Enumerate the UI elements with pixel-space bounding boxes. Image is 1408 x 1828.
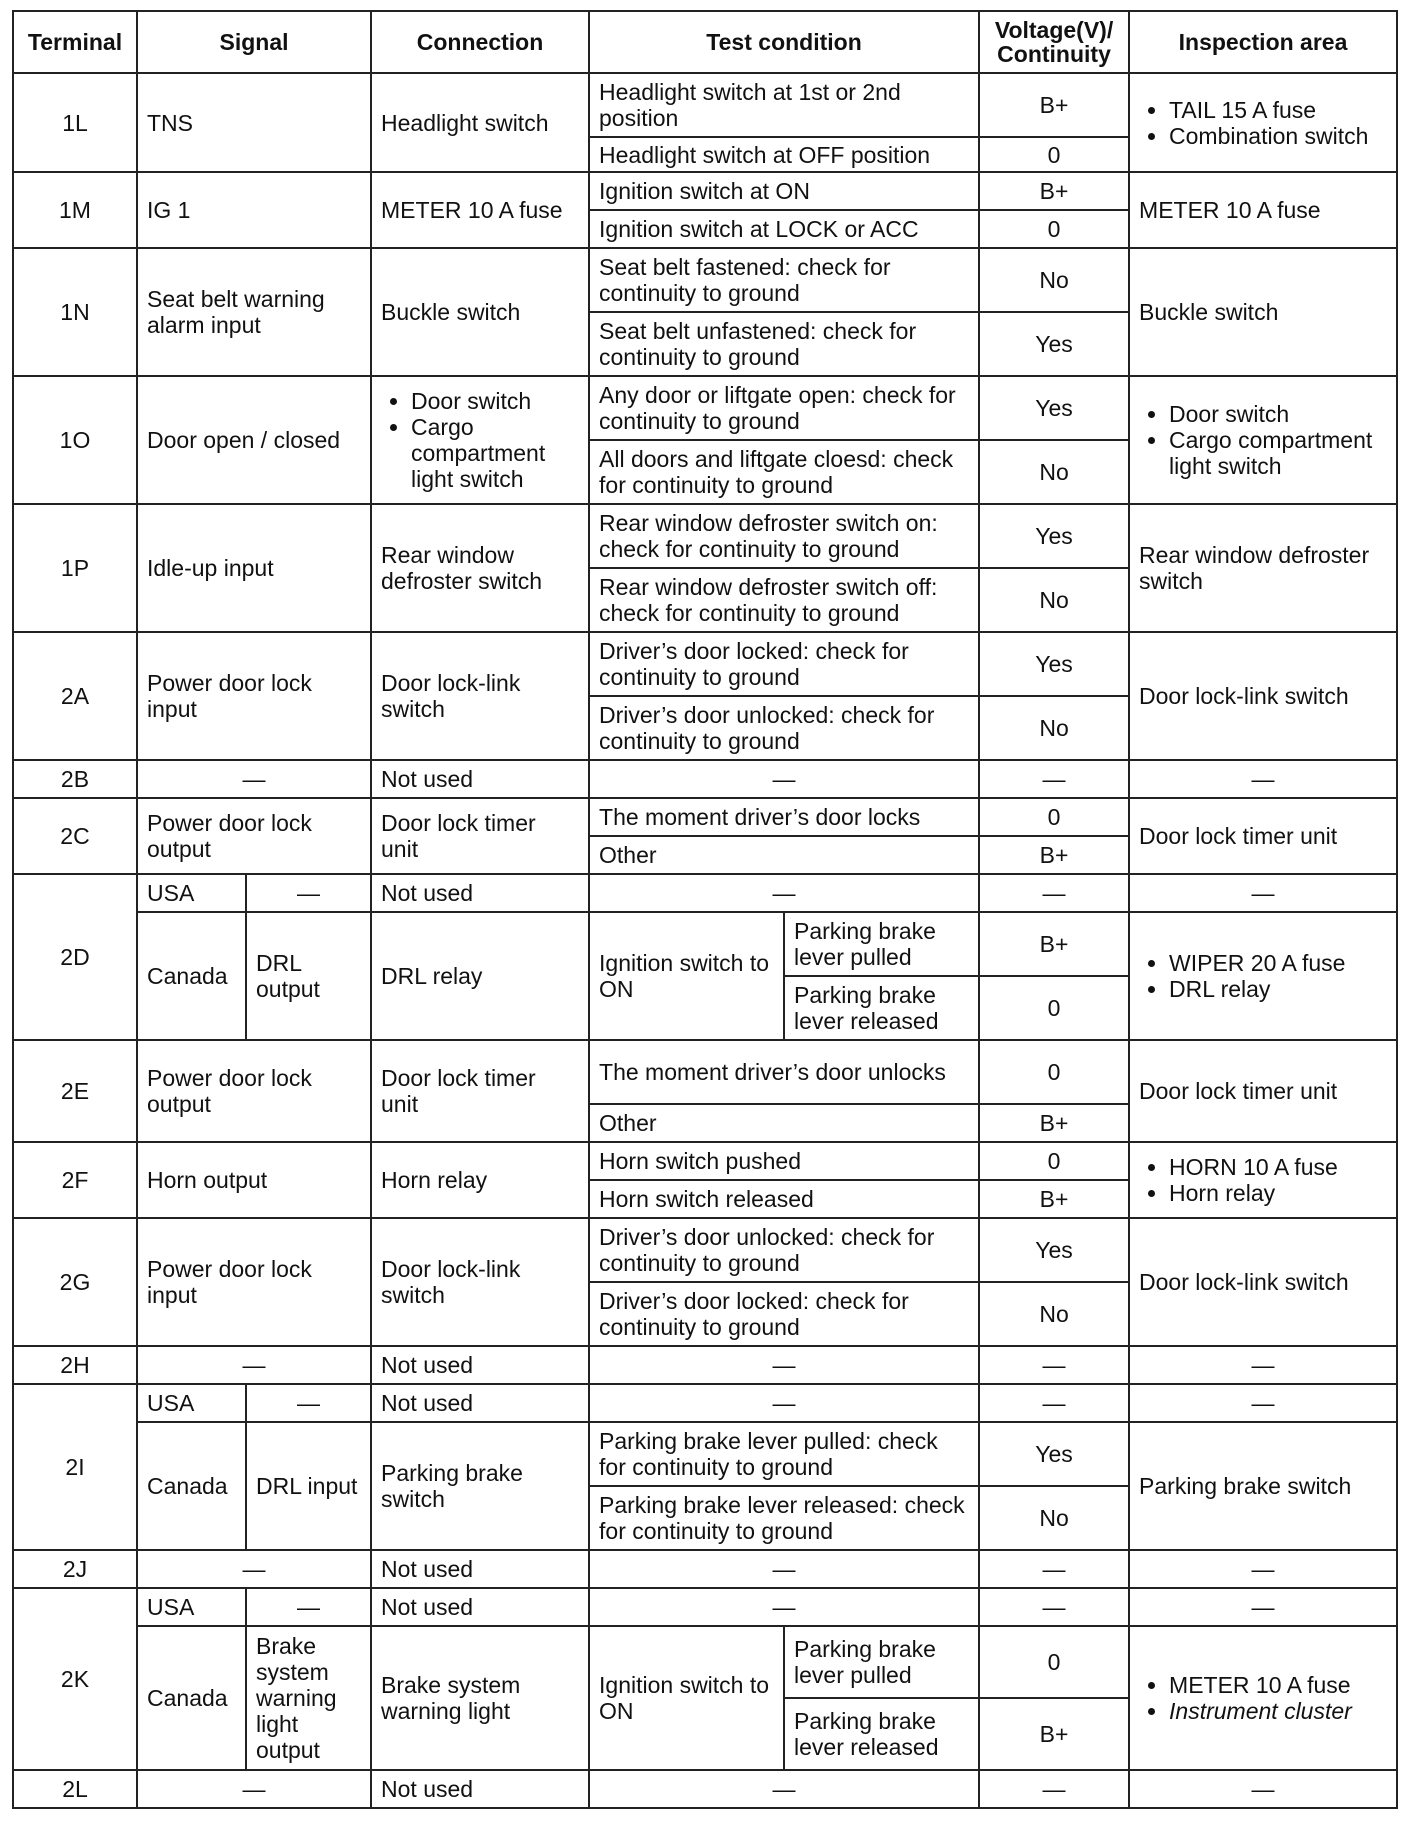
region-canada: Canada [137, 912, 246, 1040]
table-row [13, 248, 1397, 312]
test-condition-cell: — [589, 1346, 979, 1384]
test-condition-cell: The moment driver’s door locks [589, 798, 979, 836]
voltage-cell: 0 [979, 1142, 1129, 1180]
region-canada: Canada [137, 1422, 246, 1550]
inspection-cell [1129, 376, 1397, 504]
inspection-item: • Combination switch [1169, 123, 1387, 149]
connection-cell: Not used [371, 1588, 589, 1626]
inspection-cell [1129, 73, 1397, 172]
test-condition-cell: Rear window defroster switch on: check for continuity to ground [589, 504, 979, 568]
voltage-cell: No [979, 1486, 1129, 1550]
connection-item: • Cargo compartment light switch [411, 414, 579, 492]
inspection-cell [1129, 1142, 1397, 1218]
inspection-cell: — [1129, 1588, 1397, 1626]
voltage-cell: Yes [979, 312, 1129, 376]
voltage-cell: No [979, 248, 1129, 312]
voltage-cell: No [979, 440, 1129, 504]
inspection-cell: METER 10 A fuse [1129, 172, 1397, 248]
inspection-cell: — [1129, 874, 1397, 912]
region-canada: Canada [137, 1626, 246, 1770]
inspection-item: • TAIL 15 A fuse [1169, 97, 1387, 123]
header-row [13, 11, 1397, 73]
test-condition-cell: Seat belt fastened: check for continuity to ground [589, 248, 979, 312]
connection-cell: Not used [371, 760, 589, 798]
test-condition-cell: — [589, 1550, 979, 1588]
inspection-item: • Door switch [1169, 401, 1387, 427]
inspection-cell [1129, 912, 1397, 1040]
table-row [13, 1422, 1397, 1486]
voltage-cell: — [979, 1550, 1129, 1588]
table-row [13, 1040, 1397, 1104]
signal-cell: Door open / closed [137, 376, 371, 504]
table-row [13, 1346, 1397, 1384]
inspection-list [1139, 401, 1387, 479]
inspection-cell: — [1129, 760, 1397, 798]
inspection-cell: — [1129, 1550, 1397, 1588]
voltage-cell: B+ [979, 912, 1129, 976]
connection-cell: Not used [371, 1770, 589, 1808]
voltage-cell: — [979, 1346, 1129, 1384]
voltage-cell: 0 [979, 1040, 1129, 1104]
test-condition-cell: Ignition switch at LOCK or ACC [589, 210, 979, 248]
terminal-cell: 1M [13, 172, 137, 248]
table-row [13, 73, 1397, 137]
terminal-inspection-table [12, 10, 1398, 1809]
region-usa: USA [137, 1384, 246, 1422]
connection-cell: Parking brake switch [371, 1422, 589, 1550]
table-row [13, 1626, 1397, 1698]
inspection-cell: Buckle switch [1129, 248, 1397, 376]
signal-cell: IG 1 [137, 172, 371, 248]
test-condition-cell: — [589, 1770, 979, 1808]
connection-cell: Not used [371, 1550, 589, 1588]
voltage-cell: No [979, 1282, 1129, 1346]
test-subcondition-cell: Parking brake lever released [784, 1698, 979, 1770]
test-condition-cell: Parking brake lever released: check for continuity to ground [589, 1486, 979, 1550]
signal-cell: Power door lock output [137, 798, 371, 874]
connection-cell: Rear window defroster switch [371, 504, 589, 632]
inspection-list [1139, 950, 1387, 1002]
test-condition-cell: Horn switch released [589, 1180, 979, 1218]
test-condition-cell: Ignition switch at ON [589, 172, 979, 210]
region-usa: USA [137, 1588, 246, 1626]
test-condition-cell: — [589, 874, 979, 912]
voltage-cell: B+ [979, 836, 1129, 874]
inspection-cell: — [1129, 1770, 1397, 1808]
table-row [13, 1588, 1397, 1626]
signal-cell: Horn output [137, 1142, 371, 1218]
test-condition-cell: Headlight switch at OFF position [589, 137, 979, 172]
test-subcondition-cell: Parking brake lever pulled [784, 1626, 979, 1698]
voltage-cell: 0 [979, 976, 1129, 1040]
terminal-inspection-document [12, 10, 1398, 1809]
connection-cell: Not used [371, 1346, 589, 1384]
table-row [13, 874, 1397, 912]
terminal-cell: 2I [13, 1384, 137, 1550]
inspection-item: • DRL relay [1169, 976, 1387, 1002]
signal-cell: Power door lock input [137, 1218, 371, 1346]
table-row [13, 798, 1397, 836]
table-row [13, 376, 1397, 440]
connection-cell: Headlight switch [371, 73, 589, 172]
table-row [13, 1384, 1397, 1422]
test-condition-cell: — [589, 760, 979, 798]
test-condition-cell: The moment driver’s door unlocks [589, 1040, 979, 1104]
connection-cell: Door lock-link switch [371, 632, 589, 760]
voltage-cell: 0 [979, 210, 1129, 248]
voltage-cell: No [979, 568, 1129, 632]
table-row [13, 504, 1397, 568]
signal-cell: Idle-up input [137, 504, 371, 632]
usa-signal-cell: — [246, 1588, 371, 1626]
inspection-cell [1129, 1626, 1397, 1770]
terminal-cell: 1N [13, 248, 137, 376]
voltage-cell: — [979, 1384, 1129, 1422]
connection-cell: Brake system warning light [371, 1626, 589, 1770]
test-condition-cell: Driver’s door locked: check for continuity to ground [589, 1282, 979, 1346]
table-row [13, 632, 1397, 696]
voltage-cell: 0 [979, 137, 1129, 172]
header-test-condition: Test condition [589, 11, 979, 73]
header-terminal: Terminal [13, 11, 137, 73]
test-condition-cell: Driver’s door locked: check for continuity to ground [589, 632, 979, 696]
voltage-cell: B+ [979, 1180, 1129, 1218]
region-usa: USA [137, 874, 246, 912]
terminal-cell: 2J [13, 1550, 137, 1588]
header-inspection-area: Inspection area [1129, 11, 1397, 73]
test-subcondition-cell: Parking brake lever pulled [784, 912, 979, 976]
header-voltage-line2: Continuity [997, 41, 1111, 67]
signal-cell: — [137, 1346, 371, 1384]
test-condition-cell: Parking brake lever pulled: check for continuity to ground [589, 1422, 979, 1486]
test-condition-cell: — [589, 1588, 979, 1626]
test-condition-cell: Rear window defroster switch off: check for continuity to ground [589, 568, 979, 632]
inspection-cell: — [1129, 1346, 1397, 1384]
terminal-cell: 1L [13, 73, 137, 172]
connection-item: • Door switch [411, 388, 579, 414]
voltage-cell: Yes [979, 504, 1129, 568]
inspection-item: • Cargo compartment light switch [1169, 427, 1387, 479]
voltage-cell: — [979, 874, 1129, 912]
connection-cell: Horn relay [371, 1142, 589, 1218]
voltage-cell: 0 [979, 1626, 1129, 1698]
signal-cell: — [137, 1550, 371, 1588]
terminal-cell: 2D [13, 874, 137, 1040]
signal-cell: Brake system warning light output [246, 1626, 371, 1770]
voltage-cell: B+ [979, 1104, 1129, 1142]
terminal-cell: 2F [13, 1142, 137, 1218]
inspection-cell: Door lock timer unit [1129, 798, 1397, 874]
header-connection: Connection [371, 11, 589, 73]
inspection-list [1139, 1672, 1387, 1724]
inspection-item: • METER 10 A fuse [1169, 1672, 1387, 1698]
test-condition-cell: Horn switch pushed [589, 1142, 979, 1180]
usa-signal-cell: — [246, 874, 371, 912]
inspection-cell: Door lock timer unit [1129, 1040, 1397, 1142]
signal-cell: DRL output [246, 912, 371, 1040]
connection-cell: METER 10 A fuse [371, 172, 589, 248]
connection-cell [371, 376, 589, 504]
voltage-cell: 0 [979, 798, 1129, 836]
signal-cell: — [137, 1770, 371, 1808]
voltage-cell: Yes [979, 1218, 1129, 1282]
test-subcondition-cell: Parking brake lever released [784, 976, 979, 1040]
signal-cell: TNS [137, 73, 371, 172]
connection-cell: Not used [371, 1384, 589, 1422]
connection-cell: Not used [371, 874, 589, 912]
voltage-cell: Yes [979, 1422, 1129, 1486]
test-condition-cell: Ignition switch to ON [589, 912, 784, 1040]
test-condition-cell: Driver’s door unlocked: check for continuity to ground [589, 1218, 979, 1282]
signal-cell: Seat belt warning alarm input [137, 248, 371, 376]
inspection-item: • Horn relay [1169, 1180, 1387, 1206]
voltage-cell: B+ [979, 73, 1129, 137]
connection-cell: Door lock timer unit [371, 798, 589, 874]
voltage-cell: Yes [979, 376, 1129, 440]
terminal-cell: 2B [13, 760, 137, 798]
table-row [13, 1142, 1397, 1180]
inspection-cell: — [1129, 1384, 1397, 1422]
terminal-cell: 1P [13, 504, 137, 632]
inspection-cell: Door lock-link switch [1129, 1218, 1397, 1346]
connection-cell: Door lock timer unit [371, 1040, 589, 1142]
voltage-cell: — [979, 1770, 1129, 1808]
connection-cell: Door lock-link switch [371, 1218, 589, 1346]
connection-cell: DRL relay [371, 912, 589, 1040]
test-condition-cell: Other [589, 836, 979, 874]
connection-list [381, 388, 579, 492]
table-row [13, 1218, 1397, 1282]
inspection-item: • Instrument cluster [1169, 1698, 1387, 1724]
terminal-cell: 2K [13, 1588, 137, 1770]
inspection-list [1139, 97, 1387, 149]
table-row [13, 1770, 1397, 1808]
signal-cell: — [137, 760, 371, 798]
header-voltage-line1: Voltage(V)/ [994, 17, 1114, 43]
voltage-cell: No [979, 696, 1129, 760]
test-condition-cell: Seat belt unfastened: check for continuity to ground [589, 312, 979, 376]
terminal-cell: 2L [13, 1770, 137, 1808]
inspection-cell: Door lock-link switch [1129, 632, 1397, 760]
terminal-cell: 2C [13, 798, 137, 874]
voltage-cell: B+ [979, 1698, 1129, 1770]
signal-cell: DRL input [246, 1422, 371, 1550]
header-voltage-continuity [979, 11, 1129, 73]
test-condition-cell: — [589, 1384, 979, 1422]
connection-cell: Buckle switch [371, 248, 589, 376]
signal-cell: Power door lock output [137, 1040, 371, 1142]
table-row [13, 760, 1397, 798]
usa-signal-cell: — [246, 1384, 371, 1422]
terminal-cell: 1O [13, 376, 137, 504]
terminal-cell: 2E [13, 1040, 137, 1142]
terminal-cell: 2H [13, 1346, 137, 1384]
header-signal: Signal [137, 11, 371, 73]
inspection-item: • HORN 10 A fuse [1169, 1154, 1387, 1180]
test-condition-cell: All doors and liftgate cloesd: check for continuity to ground [589, 440, 979, 504]
voltage-cell: B+ [979, 172, 1129, 210]
test-condition-cell: Ignition switch to ON [589, 1626, 784, 1770]
voltage-cell: — [979, 1588, 1129, 1626]
test-condition-cell: Any door or liftgate open: check for continuity to ground [589, 376, 979, 440]
inspection-cell: Parking brake switch [1129, 1422, 1397, 1550]
table-row [13, 1550, 1397, 1588]
inspection-item: • WIPER 20 A fuse [1169, 950, 1387, 976]
inspection-cell: Rear window defroster switch [1129, 504, 1397, 632]
terminal-cell: 2A [13, 632, 137, 760]
voltage-cell: Yes [979, 632, 1129, 696]
table-row [13, 172, 1397, 210]
test-condition-cell: Headlight switch at 1st or 2nd position [589, 73, 979, 137]
table-row [13, 912, 1397, 976]
test-condition-cell: Other [589, 1104, 979, 1142]
test-condition-cell: Driver’s door unlocked: check for continuity to ground [589, 696, 979, 760]
inspection-list [1139, 1154, 1387, 1206]
voltage-cell: — [979, 760, 1129, 798]
signal-cell: Power door lock input [137, 632, 371, 760]
terminal-cell: 2G [13, 1218, 137, 1346]
